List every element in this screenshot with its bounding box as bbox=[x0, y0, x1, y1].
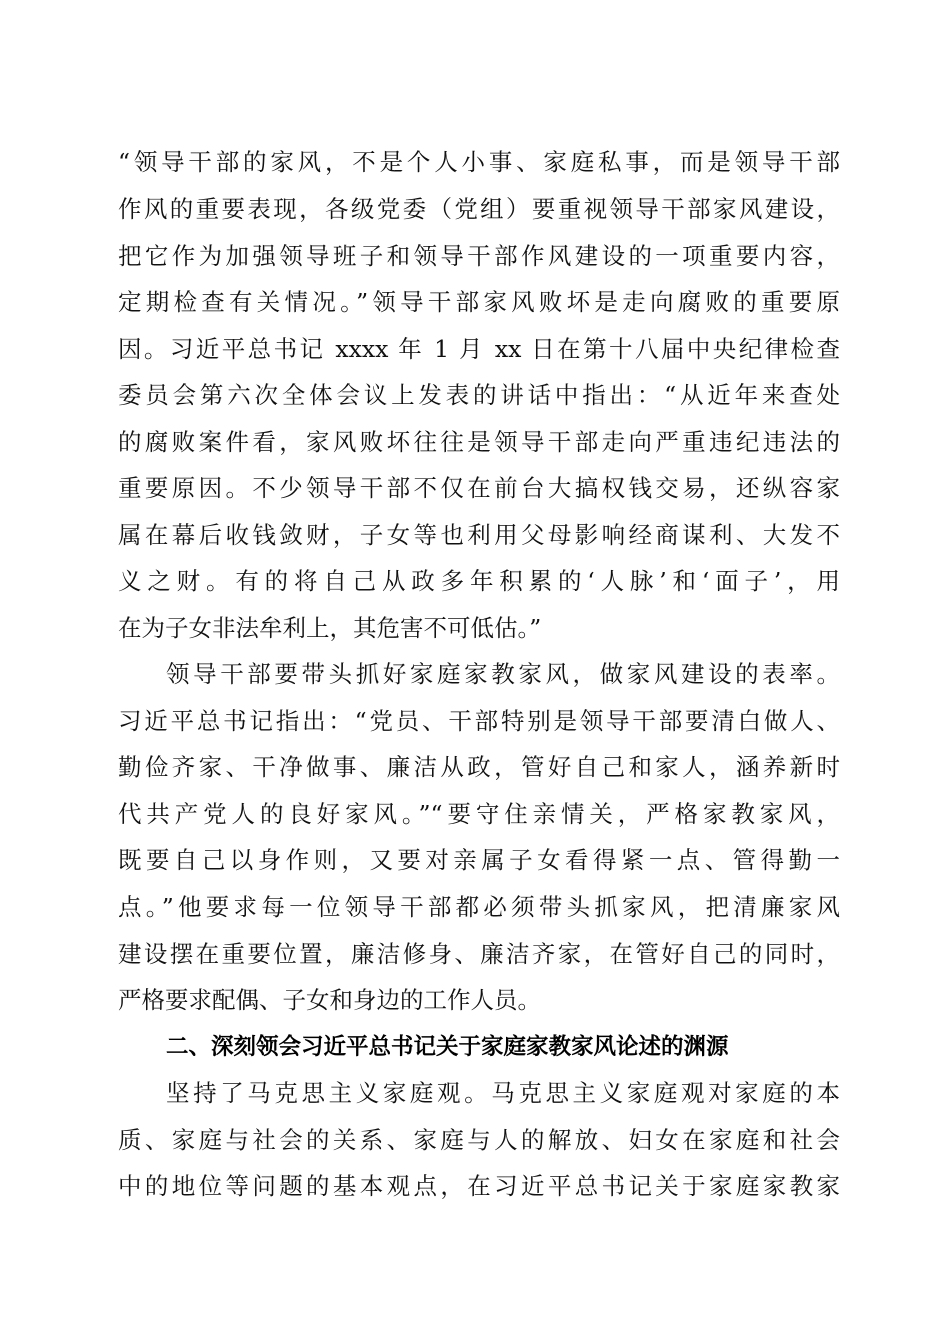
paragraph-line: 严格要求配偶、子女和身边的工作人员。 bbox=[118, 986, 541, 1014]
paragraph-line: 定期检查有关情况。”领导干部家风败坏是走向腐败的重要原 bbox=[118, 288, 840, 316]
paragraph-line: 勤俭齐家、干净做事、廉洁从政，管好自己和家人，涵养新时 bbox=[118, 753, 840, 781]
paragraph-line: 属在幕后收钱敛财，子女等也利用父母影响经商谋利、大发不 bbox=[118, 521, 840, 549]
paragraph-line: 作风的重要表现，各级党委（党组）要重视领导干部家风建设， bbox=[118, 195, 840, 223]
paragraph-line: 重要原因。不少领导干部不仅在前台大搞权钱交易，还纵容家 bbox=[118, 474, 840, 502]
paragraph-line: 中的地位等问题的基本观点，在习近平总书记关于家庭家教家 bbox=[118, 1172, 840, 1200]
section-heading: 二、深刻领会习近平总书记关于家庭家教家风论述的渊源 bbox=[166, 1034, 729, 1060]
paragraph-line: 把它作为加强领导班子和领导干部作风建设的一项重要内容， bbox=[118, 242, 840, 270]
paragraph-line: 既要自己以身作则，又要对亲属子女看得紧一点、管得勤一 bbox=[118, 846, 840, 874]
paragraph-line: 因。习近平总书记 xxxx 年 1 月 xx 日在第十八届中央纪律检查 bbox=[118, 335, 840, 363]
paragraph-line: “领导干部的家风，不是个人小事、家庭私事，而是领导干部 bbox=[118, 148, 840, 176]
paragraph-line: 代共产党人的良好家风。”“要守住亲情关，严格家教家风， bbox=[118, 800, 840, 828]
paragraph-line: 点。”他要求每一位领导干部都必须带头抓家风，把清廉家风 bbox=[118, 893, 840, 921]
paragraph-line: 质、家庭与社会的关系、家庭与人的解放、妇女在家庭和社会 bbox=[118, 1126, 840, 1154]
paragraph-line: 习近平总书记指出：“党员、干部特别是领导干部要清白做人、 bbox=[118, 707, 840, 735]
paragraph-line: 坚持了马克思主义家庭观。马克思主义家庭观对家庭的本 bbox=[166, 1079, 840, 1107]
paragraph-line: 领导干部要带头抓好家庭家教家风，做家风建设的表率。 bbox=[166, 660, 840, 688]
paragraph-line: 的腐败案件看，家风败坏往往是领导干部走向严重违纪违法的 bbox=[118, 428, 840, 456]
paragraph-line: 建设摆在重要位置，廉洁修身、廉洁齐家，在管好自己的同时， bbox=[118, 940, 840, 968]
paragraph-line: 义之财。有的将自己从政多年积累的‘人脉’和‘面子’，用 bbox=[118, 567, 840, 595]
paragraph-line: 委员会第六次全体会议上发表的讲话中指出：“从近年来查处 bbox=[118, 381, 840, 409]
paragraph-line: 在为子女非法牟利上，其危害不可低估。” bbox=[118, 614, 542, 642]
